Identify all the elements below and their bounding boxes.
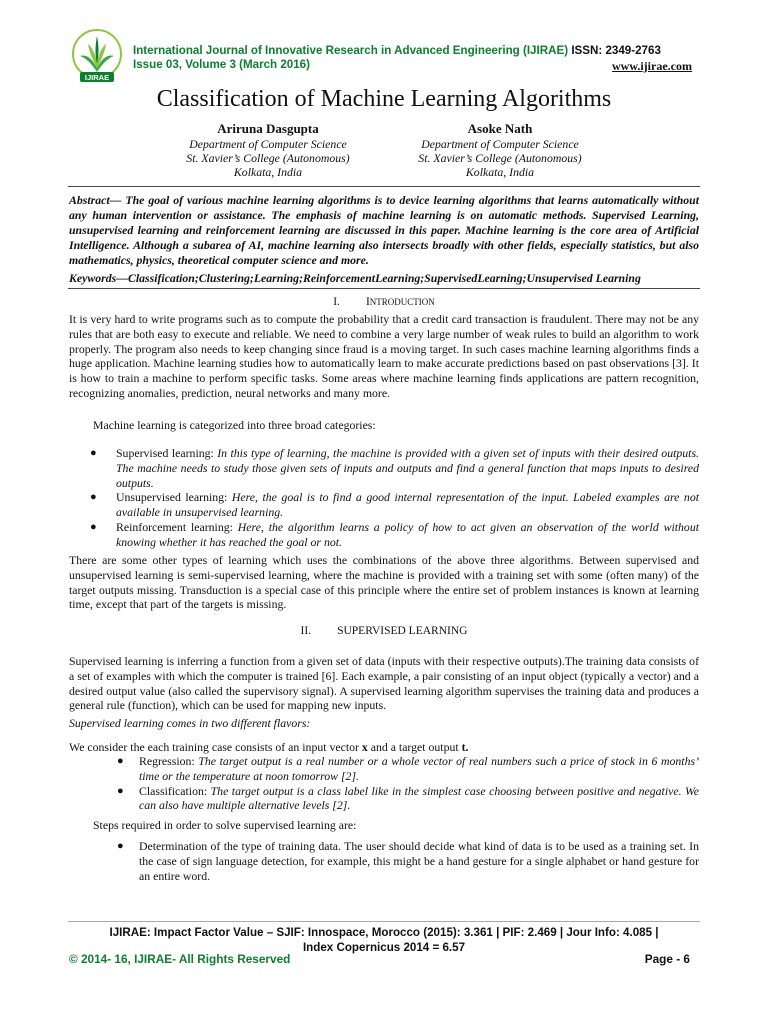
paper-title: Classification of Machine Learning Algorithms <box>156 86 612 112</box>
page-number: Page - 6 <box>644 952 690 966</box>
list-item <box>90 490 699 520</box>
bullet-icon: ● <box>117 755 124 767</box>
divider <box>68 186 700 187</box>
issn: ISSN: 2349-2763 <box>571 44 661 57</box>
list-item-text: Here, the goal is to find a good internal representation of the input. Labeled examples are not available in unsupervised learning. <box>116 490 699 520</box>
author-college: St. Xavier’s College (Autonomous) <box>418 151 582 165</box>
author-city: Kolkata, India <box>465 165 535 179</box>
bullet-icon: ● <box>90 491 97 504</box>
author-name: Ariruna Dasgupta <box>217 121 319 136</box>
journal-name: International Journal of Innovative Research in Advanced Engineering (IJIRAE) <box>133 44 569 57</box>
section-heading-supervised <box>0 625 768 637</box>
intro-paragraph-3: There are some other types of learning which uses the combinations of the above three algorithms. Between supervised and unsupervised learning is semi-supervised learning, where the machine is provided with a training set with some (often many) of the target outputs missing. Transduction is a special case of this principle where the entire set of problem instances is known at learning time, except that part of the targets is missing. <box>69 553 699 612</box>
section-title-initial: I <box>365 296 370 308</box>
journal-url-link[interactable]: www.ijirae.com <box>612 59 692 73</box>
author-city: Kolkata, India <box>233 165 303 179</box>
author-college: St. Xavier’s College (Autonomous) <box>186 151 350 165</box>
journal-header <box>133 44 703 57</box>
supervised-paragraph-1: Supervised learning is inferring a function from a given set of data (inputs with their respective outputs).The training data consists of a set of examples with which the computer is trained [6]. Each example, a pair consisting of an input object (typically a vector) and a desired output value (also called the supervisory signal). A supervised learning algorithm supervises the training data and produces a general rule (function), which can be used for mapping new inputs. <box>69 654 699 713</box>
section-title: SUPERVISED LEARNING <box>337 625 468 637</box>
list-item-text: Here, the algorithm learns a policy of how to act given an observation of the world without knowing whether it has reached the goal or not. <box>116 519 699 549</box>
list-item <box>117 839 699 883</box>
copyright: © 2014- 16, IJIRAE- All Rights Reserved <box>69 952 291 966</box>
intro-paragraph-2: Machine learning is categorized into three broad categories: <box>93 418 376 432</box>
consider-text: We consider the each training case consists of an input vector <box>69 740 362 754</box>
section-heading-introduction <box>0 294 768 309</box>
footer-line-1: IJIRAE: Impact Factor Value – SJIF: Innospace, Morocco (2015): 3.361 | PIF: 2.469 | Jour Info: 4.085 | <box>109 926 659 939</box>
list-item-lead: Supervised learning: <box>116 446 218 460</box>
list-item-text: The target output is a class label like in the simplest case choosing between positive and negative. We can also have multiple alternative levels [2]. <box>139 783 699 813</box>
section-number: I. <box>333 296 340 308</box>
footer-line-2: Index Copernicus 2014 = 6.57 <box>302 941 466 954</box>
bullet-icon: ● <box>117 784 124 797</box>
logo-text: IJIRAE <box>84 73 110 82</box>
vector-x: x <box>361 740 368 754</box>
list-item-text: In this type of learning, the machine is provided with a given set of inputs with their desired outputs. The machine needs to study those given sets of inputs and outputs and find a general function that maps inputs to desired outputs. <box>116 446 699 490</box>
list-item-lead: Classification: <box>139 783 211 798</box>
flavors-list <box>117 754 699 813</box>
steps-list <box>117 839 699 883</box>
author-block-1 <box>158 121 378 179</box>
abstract-text: The goal of various machine learning algorithms is to device learning algorithms that learns automatically without any human intervention or assistance. The emphasis of machine learning is on automatic methods. Supervised Learning, unsupervised learning and reinforcement learning are discussed in this paper. Machine learning is the core area of Artificial Intelligence. Although a subarea of AI, machine learning also intersects broadly with other fields, especially statistics, but also mathematics, physics, theoretical computer science and more. <box>69 193 699 267</box>
keywords: Keywords—Classification;Clustering;Learning;ReinforcementLearning;SupervisedLearning;Unsupervised Learning <box>69 271 641 285</box>
intro-paragraph-1: It is very hard to write programs such as to compute the probability that a credit card transaction is fraudulent. There may not be any rules that are both easy to execute and reliable. We need to combine a very large number of weak rules to build an algorithm to work properly. The program also needs to keep changing since fraud is a moving target. In such cases machine learning algorithms finds a huge application. Machine learning studies how to automatically learn to make accurate predictions based on past observations [3]. It is how to train a machine to perform specific tasks. Some areas where machine learning finds applications are pattern recognition, recognizing anomalies, prediction, neural networks and many more. <box>69 312 699 400</box>
list-item <box>90 446 699 490</box>
supervised-flavors: Supervised learning comes in two different flavors: <box>69 716 311 730</box>
bullet-icon: ● <box>117 840 124 852</box>
list-item-text: Determination of the type of training data. The user should decide what kind of data is to be used as a training set. In the case of sign language detection, for example, this might be a hand gesture for a single alphabet or hand gesture for an entire word. <box>139 839 699 883</box>
supervised-consider <box>69 740 699 755</box>
author-dept: Department of Computer Science <box>421 137 579 151</box>
abstract-label: Abstract— <box>69 193 122 207</box>
list-item <box>117 783 699 814</box>
ijirae-logo-icon <box>66 28 128 84</box>
supervised-steps: Steps required in order to solve supervised learning are: <box>93 818 357 832</box>
list-item <box>90 519 699 550</box>
list-item-text: The target output is a real number or a whole vector of real numbers such a price of stock in 6 months’ time or the temperature at noon tomorrow [2]. <box>139 754 699 783</box>
divider <box>68 288 700 289</box>
list-item-lead: Unsupervised learning: <box>116 490 232 505</box>
author-name: Asoke Nath <box>467 121 533 136</box>
bullet-icon: ● <box>90 520 97 533</box>
footer-impact <box>0 925 768 955</box>
target-t: t. <box>461 740 469 754</box>
list-item-lead: Regression: <box>139 754 199 768</box>
list-item-lead: Reinforcement learning: <box>116 519 238 534</box>
author-dept: Department of Computer Science <box>189 137 347 151</box>
section-title: ntroduction <box>369 294 435 308</box>
author-block-2 <box>390 121 610 179</box>
list-item <box>117 754 699 784</box>
learning-types-list <box>90 446 699 550</box>
section-number: II. <box>300 625 312 637</box>
bullet-icon: ● <box>90 447 97 459</box>
issue-info: Issue 03, Volume 3 (March 2016) <box>133 58 310 71</box>
consider-text: and a target output <box>367 740 462 754</box>
abstract <box>69 193 699 268</box>
footer-divider <box>68 921 700 922</box>
